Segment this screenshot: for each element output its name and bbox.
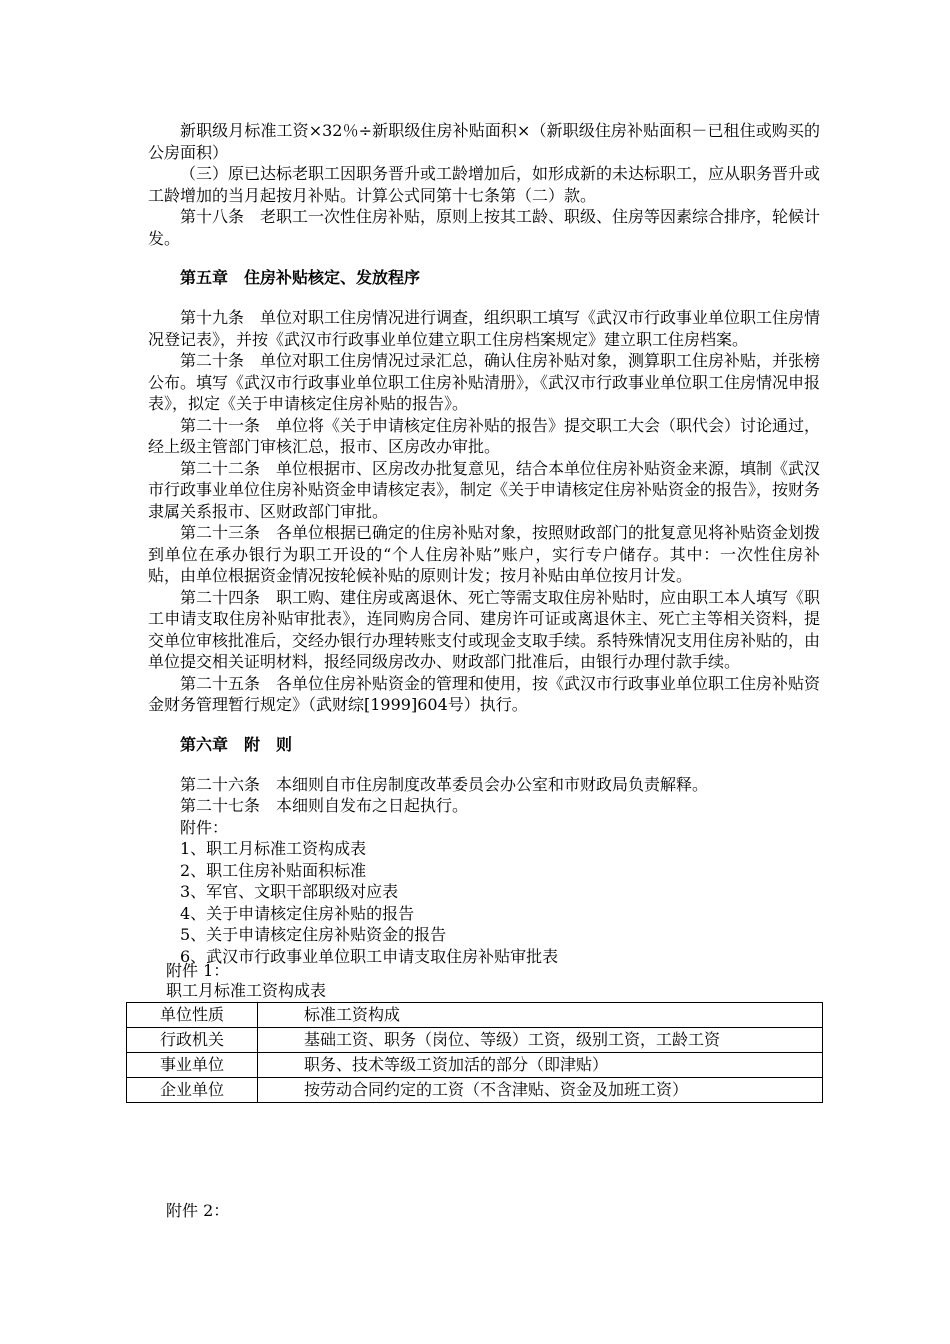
table-cell: 职务、技术等级工资加活的部分（即津贴） xyxy=(258,1053,823,1078)
attachment-list-item: 2、职工住房补贴面积标准 xyxy=(180,860,367,880)
paragraph: 新职级月标准工资×32％÷新职级住房补贴面积×（新职级住房补贴面积－已租住或购买的公房面积） xyxy=(148,121,820,162)
attachment-list-label: 附件： xyxy=(180,817,229,837)
table-cell: 企业单位 xyxy=(127,1078,258,1103)
table-cell: 事业单位 xyxy=(127,1053,258,1078)
table-cell: 按劳动合同约定的工资（不含津贴、资金及加班工资） xyxy=(258,1078,823,1103)
attachment-list-item: 6、武汉市行政事业单位职工申请支取住房补贴审批表 xyxy=(180,946,559,966)
table-row xyxy=(127,1028,823,1053)
article-19: 第十九条 单位对职工住房情况进行调查，组织职工填写《武汉市行政事业单位职工住房情况登记表》，并按《武汉市行政事业单位建立职工住房档案规定》建立职工住房档案。 xyxy=(148,308,821,349)
article-25: 第二十五条 各单位住房补贴资金的管理和使用，按《武汉市行政事业单位职工住房补贴资金财务管理暂行规定》（武财综[1999]604号）执行。 xyxy=(148,673,821,714)
table-row xyxy=(127,1053,823,1078)
article-22: 第二十二条 单位根据市、区房改办批复意见，结合本单位住房补贴资金来源，填制《武汉市行政事业单位住房补贴资金申请核定表》，制定《关于申请核定住房补贴资金的报告》，按财务隶属关系报市、区财政部门审批。 xyxy=(148,458,821,521)
attachment-list-item: 3、军官、文职干部职级对应表 xyxy=(180,882,399,901)
attachment-list-item: 1、职工月标准工资构成表 xyxy=(180,839,367,858)
table-row xyxy=(127,1078,823,1103)
article-24: 第二十四条 职工购、建住房或离退休、死亡等需支取住房补贴时，应由职工本人填写《职工申请支取住房补贴审批表》，连同购房合同、建房许可证或离退休主、死亡主等相关资料，提交单位审核批准后，交经办银行办理转账支付或现金支取手续。系特殊情况支用住房补贴的，由单位提交相关证明材料，报经同级房改办、财政部门批准后，由银行办理付款手续。 xyxy=(148,587,821,671)
attachment1-title: 职工月标准工资构成表 xyxy=(166,981,327,1000)
attachment-list-item: 5、关于申请核定住房补贴资金的报告 xyxy=(180,925,447,944)
table-header-row xyxy=(127,1003,823,1028)
attachment-list-item: 4、关于申请核定住房补贴的报告 xyxy=(180,903,415,923)
table-cell: 行政机关 xyxy=(127,1028,258,1053)
table-header-cell: 单位性质 xyxy=(127,1003,258,1028)
article-26: 第二十六条 本细则自市住房制度改革委员会办公室和市财政局负责解释。 xyxy=(180,774,709,794)
attachment-list xyxy=(148,817,820,968)
article-21: 第二十一条 单位将《关于申请核定住房补贴的报告》提交职工大会（职代会）讨论通过，经上级主管部门审核汇总，报市、区房改办审批。 xyxy=(148,415,821,456)
article-23: 第二十三条 各单位根据已确定的住房补贴对象，按照财政部门的批复意见将补贴资金划拨到单位在承办银行为职工开设的“个人住房补贴”账户，实行专户储存。其中：一次性住房补贴，由单位根据资金情况按轮候补贴的原则计发；按月补贴由单位按月计发。 xyxy=(148,523,821,585)
table-header-cell: 标准工资构成 xyxy=(258,1003,823,1028)
document-body xyxy=(148,120,820,967)
article-27: 第二十七条 本细则自发布之日起执行。 xyxy=(180,796,469,815)
wage-composition-table xyxy=(126,1002,823,1103)
table-cell: 基础工资、职务（岗位、等级）工资，级别工资，工龄工资 xyxy=(258,1028,823,1053)
article-20: 第二十条 单位对职工住房情况过录汇总，确认住房补贴对象，测算职工住房补贴，并张榜公布。填写《武汉市行政事业单位职工住房补贴清册》，《武汉市行政事业单位职工住房情况申报表》，拟定《关于申请核定住房补贴的报告》。 xyxy=(148,351,821,413)
attachment2-label: 附件 2： xyxy=(166,1201,230,1220)
chapter-heading: 第五章 住房补贴核定、发放程序 xyxy=(180,268,421,287)
paragraph: 第十八条 老职工一次性住房补贴，原则上按其工龄、职级、住房等因素综合排序，轮候计发。 xyxy=(148,207,821,248)
paragraph: （三）原已达标老职工因职务晋升或工龄增加后，如形成新的未达标职工，应从职务晋升或工龄增加的当月起按月补贴。计算公式同第十七条第（二）款。 xyxy=(148,164,821,205)
attachment1-label: 附件 1： xyxy=(166,961,230,980)
chapter-heading: 第六章 附 则 xyxy=(180,734,293,754)
